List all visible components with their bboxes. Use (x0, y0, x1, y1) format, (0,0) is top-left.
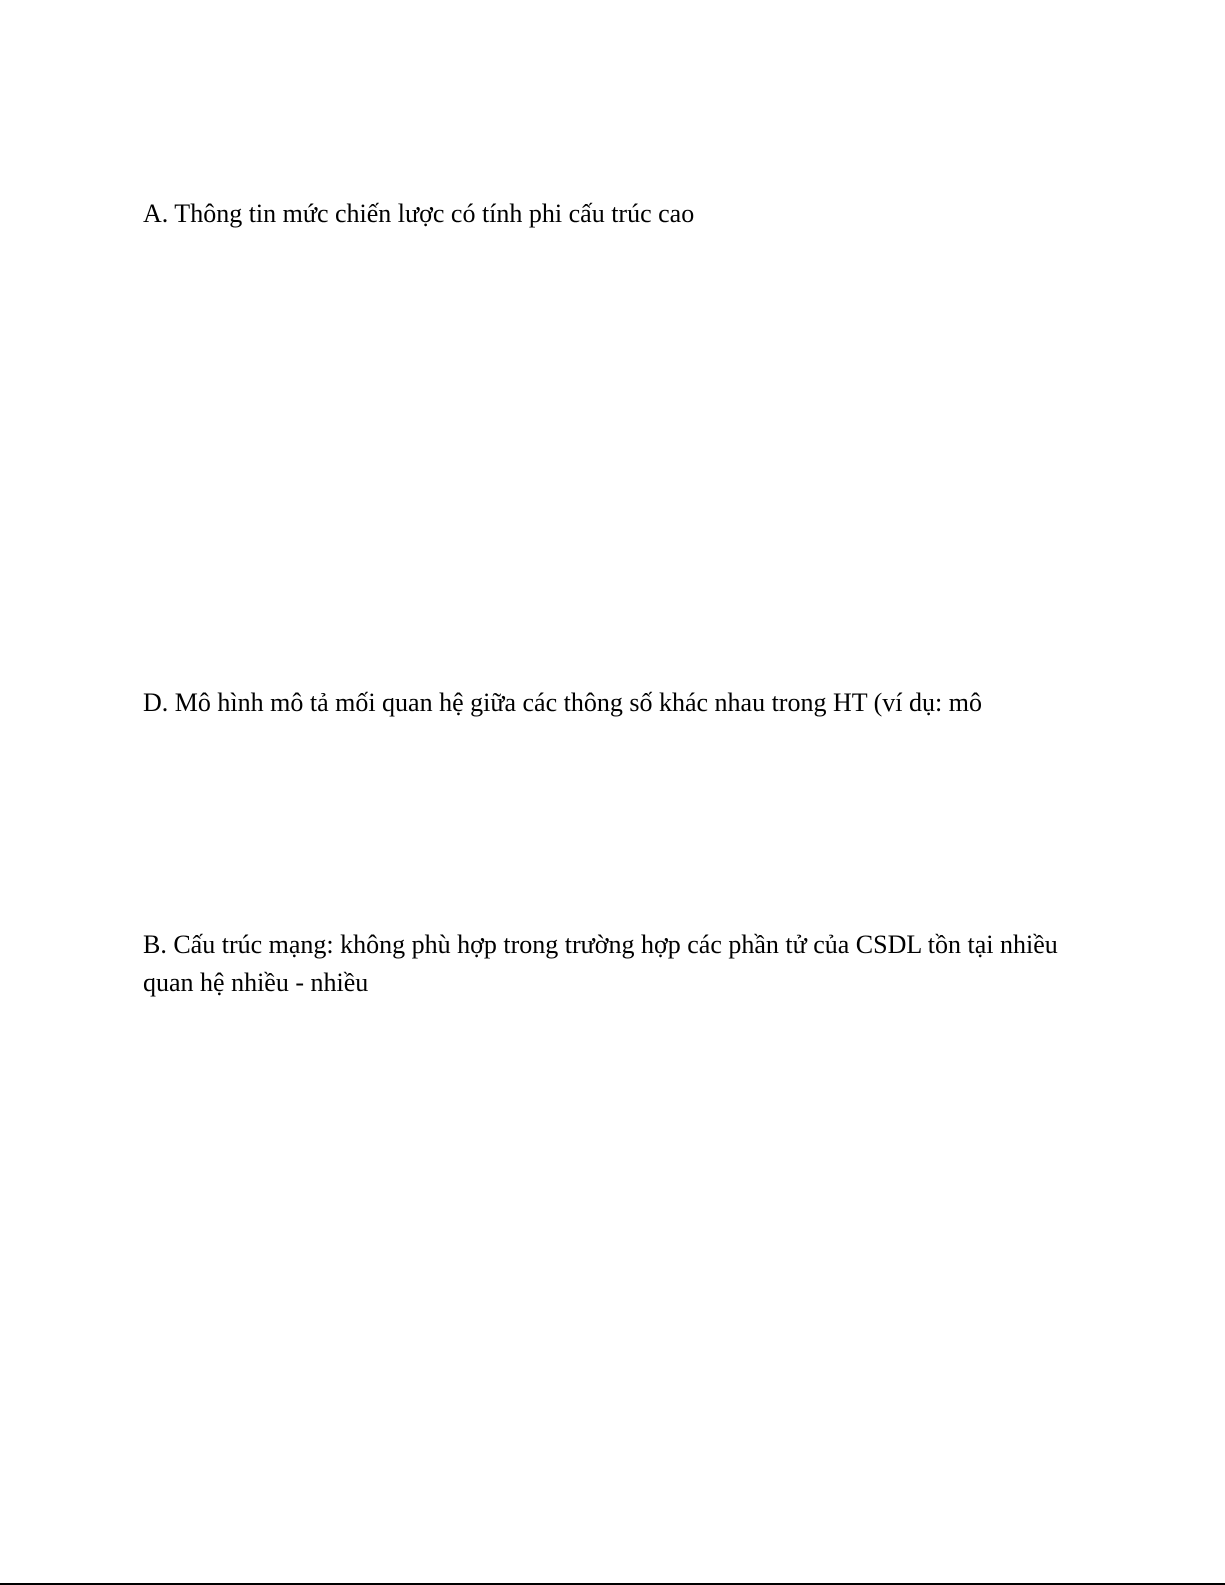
answer-option-d: D. Mô hình mô tả mối quan hệ giữa các thông số khác nhau trong HT (ví dụ: mô (143, 688, 982, 717)
answer-option-a: A. Thông tin mức chiến lược có tính phi cấu trúc cao (143, 199, 695, 228)
answer-option-b: B. Cấu trúc mạng: không phù hợp trong trường hợp các phần tử của CSDL tồn tại nhiều quan hệ nhiều - nhiều (143, 930, 1058, 997)
